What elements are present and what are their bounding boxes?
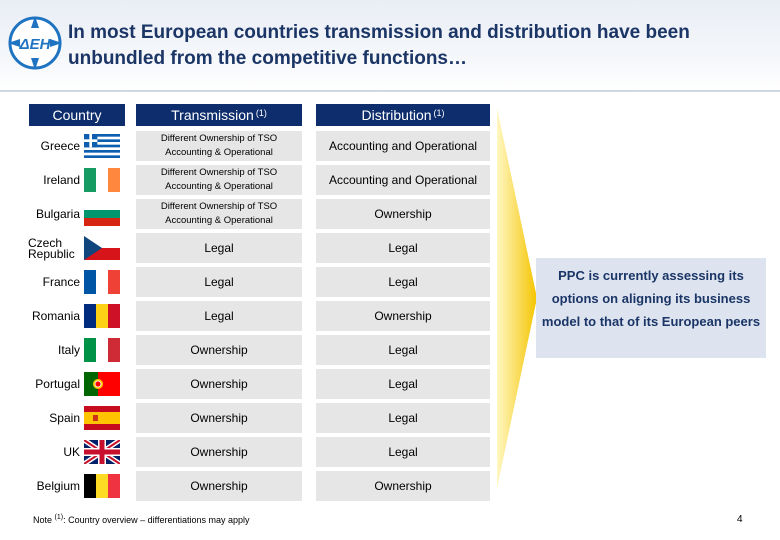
country-name: Czech Republic xyxy=(28,236,75,261)
transmission-cell xyxy=(136,199,302,229)
distribution-cell xyxy=(316,471,490,501)
country-name: Ireland xyxy=(43,173,80,187)
country-name: Belgium xyxy=(36,479,80,493)
country-name: Bulgaria xyxy=(35,207,80,221)
czech-flag-icon xyxy=(84,236,120,260)
transmission-text: Different Ownership of TSO xyxy=(160,167,278,178)
romania-flag-icon xyxy=(84,304,120,328)
portugal-flag-icon xyxy=(84,372,120,396)
transmission-cell xyxy=(136,233,302,263)
transmission-text: Legal xyxy=(204,274,234,289)
distribution-cell xyxy=(316,267,490,297)
distribution-cell xyxy=(316,301,490,331)
country-name: Greece xyxy=(40,139,80,153)
distribution-text: Legal xyxy=(388,376,418,391)
distribution-note-mark: (1) xyxy=(433,108,445,118)
footnote-mark: (1) xyxy=(54,514,64,521)
distribution-text: Legal xyxy=(388,444,418,459)
distribution-cell xyxy=(316,131,490,161)
distribution-text: Legal xyxy=(388,274,418,289)
distribution-cell xyxy=(316,199,490,229)
ireland-flag-icon xyxy=(84,168,120,192)
distribution-text: Legal xyxy=(388,410,418,425)
distribution-text: Ownership xyxy=(374,206,432,221)
transmission-cell xyxy=(136,403,302,433)
transmission-cell xyxy=(136,471,302,501)
distribution-text: Ownership xyxy=(374,478,432,493)
france-flag-icon xyxy=(84,270,120,294)
distribution-text: Ownership xyxy=(374,308,432,323)
distribution-cell xyxy=(316,437,490,467)
bulgaria-flag-icon xyxy=(84,202,120,226)
footnote-text: : Country overview – differentiations may apply xyxy=(63,515,250,525)
country-name: Portugal xyxy=(35,377,80,391)
distribution-text: Legal xyxy=(388,240,418,255)
transmission-note-mark: (1) xyxy=(255,108,267,118)
ppc-logo-icon xyxy=(6,14,64,72)
italy-flag-icon xyxy=(84,338,120,362)
transmission-cell xyxy=(136,301,302,331)
uk-flag-icon xyxy=(84,440,120,464)
country-name: Spain xyxy=(49,411,80,425)
page-number: 4 xyxy=(737,514,743,525)
transmission-text: Accounting & Operational xyxy=(165,215,273,226)
transmission-text: Ownership xyxy=(190,376,248,391)
country-name: Italy xyxy=(57,343,80,357)
ppc-callout: PPC is currently assessing its options on aligning its business model to that of its European peers xyxy=(536,258,766,358)
header-divider xyxy=(0,90,780,92)
footnote xyxy=(33,514,250,525)
distribution-cell xyxy=(316,233,490,263)
distribution-cell xyxy=(316,165,490,195)
arrow-right-icon xyxy=(497,108,539,488)
column-header-transmission xyxy=(136,104,302,126)
footnote-prefix: Note xyxy=(33,515,53,525)
transmission-text: Different Ownership of TSO xyxy=(160,201,278,212)
country-name: Romania xyxy=(31,309,80,323)
distribution-cell xyxy=(316,403,490,433)
distribution-text: Accounting and Operational xyxy=(328,172,478,187)
transmission-text: Legal xyxy=(204,240,234,255)
svg-text:ΔΕΗ: ΔΕΗ xyxy=(19,36,51,53)
country-name: France xyxy=(42,275,80,289)
distribution-text: Legal xyxy=(388,342,418,357)
country-name: UK xyxy=(63,445,80,459)
spain-flag-icon xyxy=(84,406,120,430)
transmission-cell xyxy=(136,437,302,467)
column-header-distribution-label: Distribution xyxy=(361,107,432,123)
transmission-text: Accounting & Operational xyxy=(165,147,273,158)
transmission-text: Accounting & Operational xyxy=(165,181,273,192)
greece-flag-icon xyxy=(84,134,120,158)
column-header-distribution xyxy=(316,104,490,126)
transmission-cell xyxy=(136,165,302,195)
transmission-cell xyxy=(136,131,302,161)
transmission-cell xyxy=(136,335,302,365)
transmission-text: Different Ownership of TSO xyxy=(160,133,278,144)
distribution-cell xyxy=(316,369,490,399)
column-header-country-label: Country xyxy=(52,107,102,123)
transmission-cell xyxy=(136,369,302,399)
transmission-text: Ownership xyxy=(190,478,248,493)
belgium-flag-icon xyxy=(84,474,120,498)
slide-title: In most European countries transmission and distribution have been unbundled from the competitive functions… xyxy=(68,22,690,69)
transmission-text: Legal xyxy=(204,308,234,323)
column-header-country xyxy=(29,104,125,126)
transmission-cell xyxy=(136,267,302,297)
transmission-text: Ownership xyxy=(190,342,248,357)
transmission-text: Ownership xyxy=(190,444,248,459)
transmission-text: Ownership xyxy=(190,410,248,425)
distribution-cell xyxy=(316,335,490,365)
column-header-transmission-label: Transmission xyxy=(171,107,254,123)
distribution-text: Accounting and Operational xyxy=(328,138,478,153)
